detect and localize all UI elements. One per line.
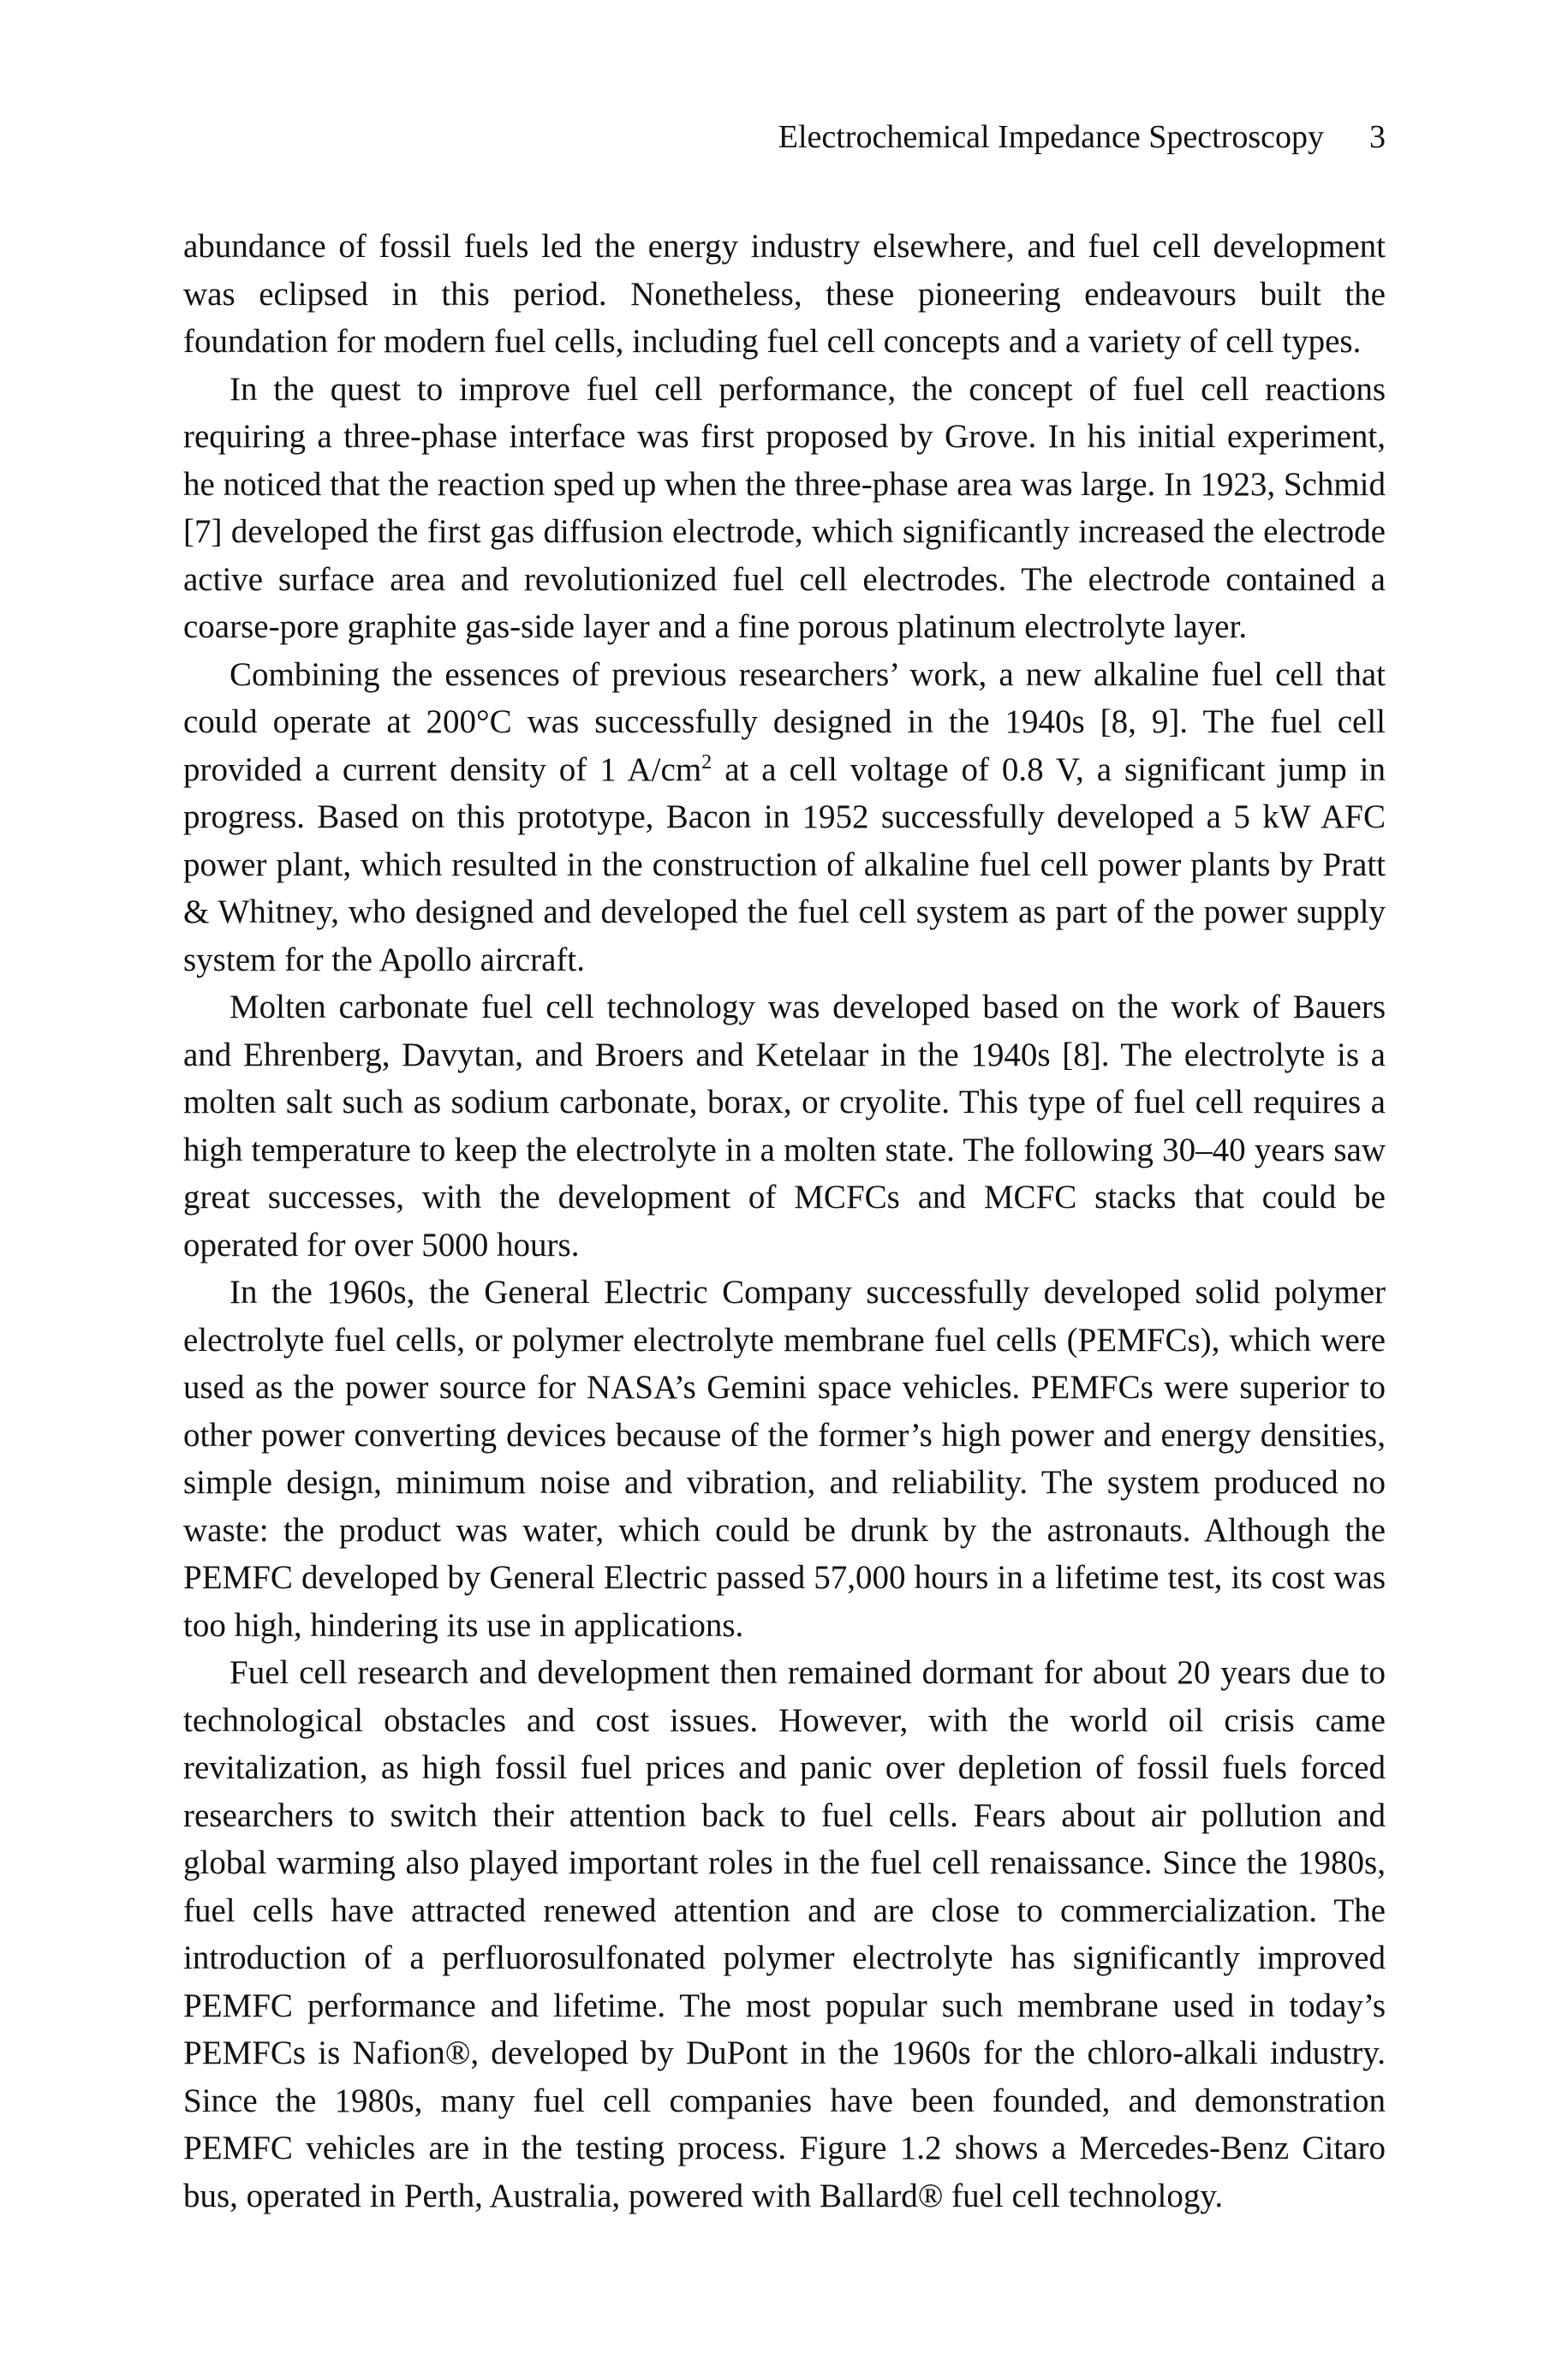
paragraph-2: In the quest to improve fuel cell performance, the concept of fuel cell reactions requiring a three-phase interface was first proposed by Grove. In his initial experiment, he noticed that the reaction sped up when the three-phase area was large. In 1923, Schmid [7] developed the first gas diffusion electrode, which significantly increased the electrode active surface area and revolutionized fuel cell electrodes. The electrode contained a coarse-pore graphite gas-side layer and a fine porous platinum electrolyte layer. <box>183 370 1386 645</box>
superscript-2: 2 <box>701 750 712 774</box>
paragraph-4: Molten carbonate fuel cell technology was developed based on the work of Bauers and Ehrenberg, Davytan, and Broers and Ketelaar in the 1940s [8]. The electrolyte is a molten salt such as sodium carbonate, borax, or cryolite. This type of fuel cell requires a high temperature to keep the electrolyte in a molten state. The following 30–40 years saw great successes, with the development of MCFCs and MCFC stacks that could be operated for over 5000 hours. <box>183 989 1386 1264</box>
running-title: Electrochemical Impedance Spectroscopy <box>778 119 1324 155</box>
paragraph-3-text-after: at a cell voltage of 0.8 V, a significant jump in progress. Based on this prototype, Bacon in 1952 successfully developed a 5 kW AFC power plant, which resulted in the construction of alkaline fuel cell power plants by Pratt & Whitney, who designed and developed the fuel cell system as part of the power supply system for the Apollo aircraft. <box>183 750 1386 978</box>
body-text <box>183 223 1386 2220</box>
paragraph-1: abundance of fossil fuels led the energy industry elsewhere, and fuel cell development was eclipsed in this period. Nonetheless, these pioneering endeavours built the foundation for modern fuel cells, including fuel cell concepts and a variety of cell types. <box>183 228 1386 360</box>
paragraph-6: Fuel cell research and development then remained dormant for about 20 years due to technological obstacles and cost issues. However, with the world oil crisis came revitalization, as high fossil fuel prices and panic over depletion of fossil fuels forced researchers to switch their attention back to fuel cells. Fears about air pollution and global warming also played important roles in the fuel cell renaissance. Since the 1980s, fuel cells have attracted renewed attention and are close to commercialization. The introduction of a perfluorosulfonated polymer electrolyte has significantly improved PEMFC performance and lifetime. The most popular such membrane used in today’s PEMFCs is Nafion®, developed by DuPont in the 1960s for the chloro-alkali industry. Since the 1980s, many fuel cell companies have been founded, and demonstration PEMFC vehicles are in the testing process. Figure 1.2 shows a Mercedes-Benz Citaro bus, operated in Perth, Australia, powered with Ballard® fuel cell technology. <box>183 1654 1386 2214</box>
paragraph-3 <box>183 651 1386 984</box>
paragraph-5: In the 1960s, the General Electric Company successfully developed solid polymer electrolyte fuel cells, or polymer electrolyte membrane fuel cells (PEMFCs), which were used as the power source for NASA’s Gemini space vehicles. PEMFCs were superior to other power converting devices because of the former’s high power and energy densities, simple design, minimum noise and vibration, and reliability. The system produced no waste: the product was water, which could be drunk by the astronauts. Although the PEMFC developed by General Electric passed 57,000 hours in a lifetime test, its cost was too high, hindering its use in applications. <box>183 1274 1386 1644</box>
running-header <box>183 113 1386 161</box>
page-number: 3 <box>1369 119 1386 155</box>
paragraph-3-text-before: Combining the essences of previous researchers’ work, a new alkaline fuel cell that could operate at 200°C was successfully designed in the 1940s [8, 9]. The fuel cell provided a current density of 1 A/cm <box>183 655 1386 788</box>
